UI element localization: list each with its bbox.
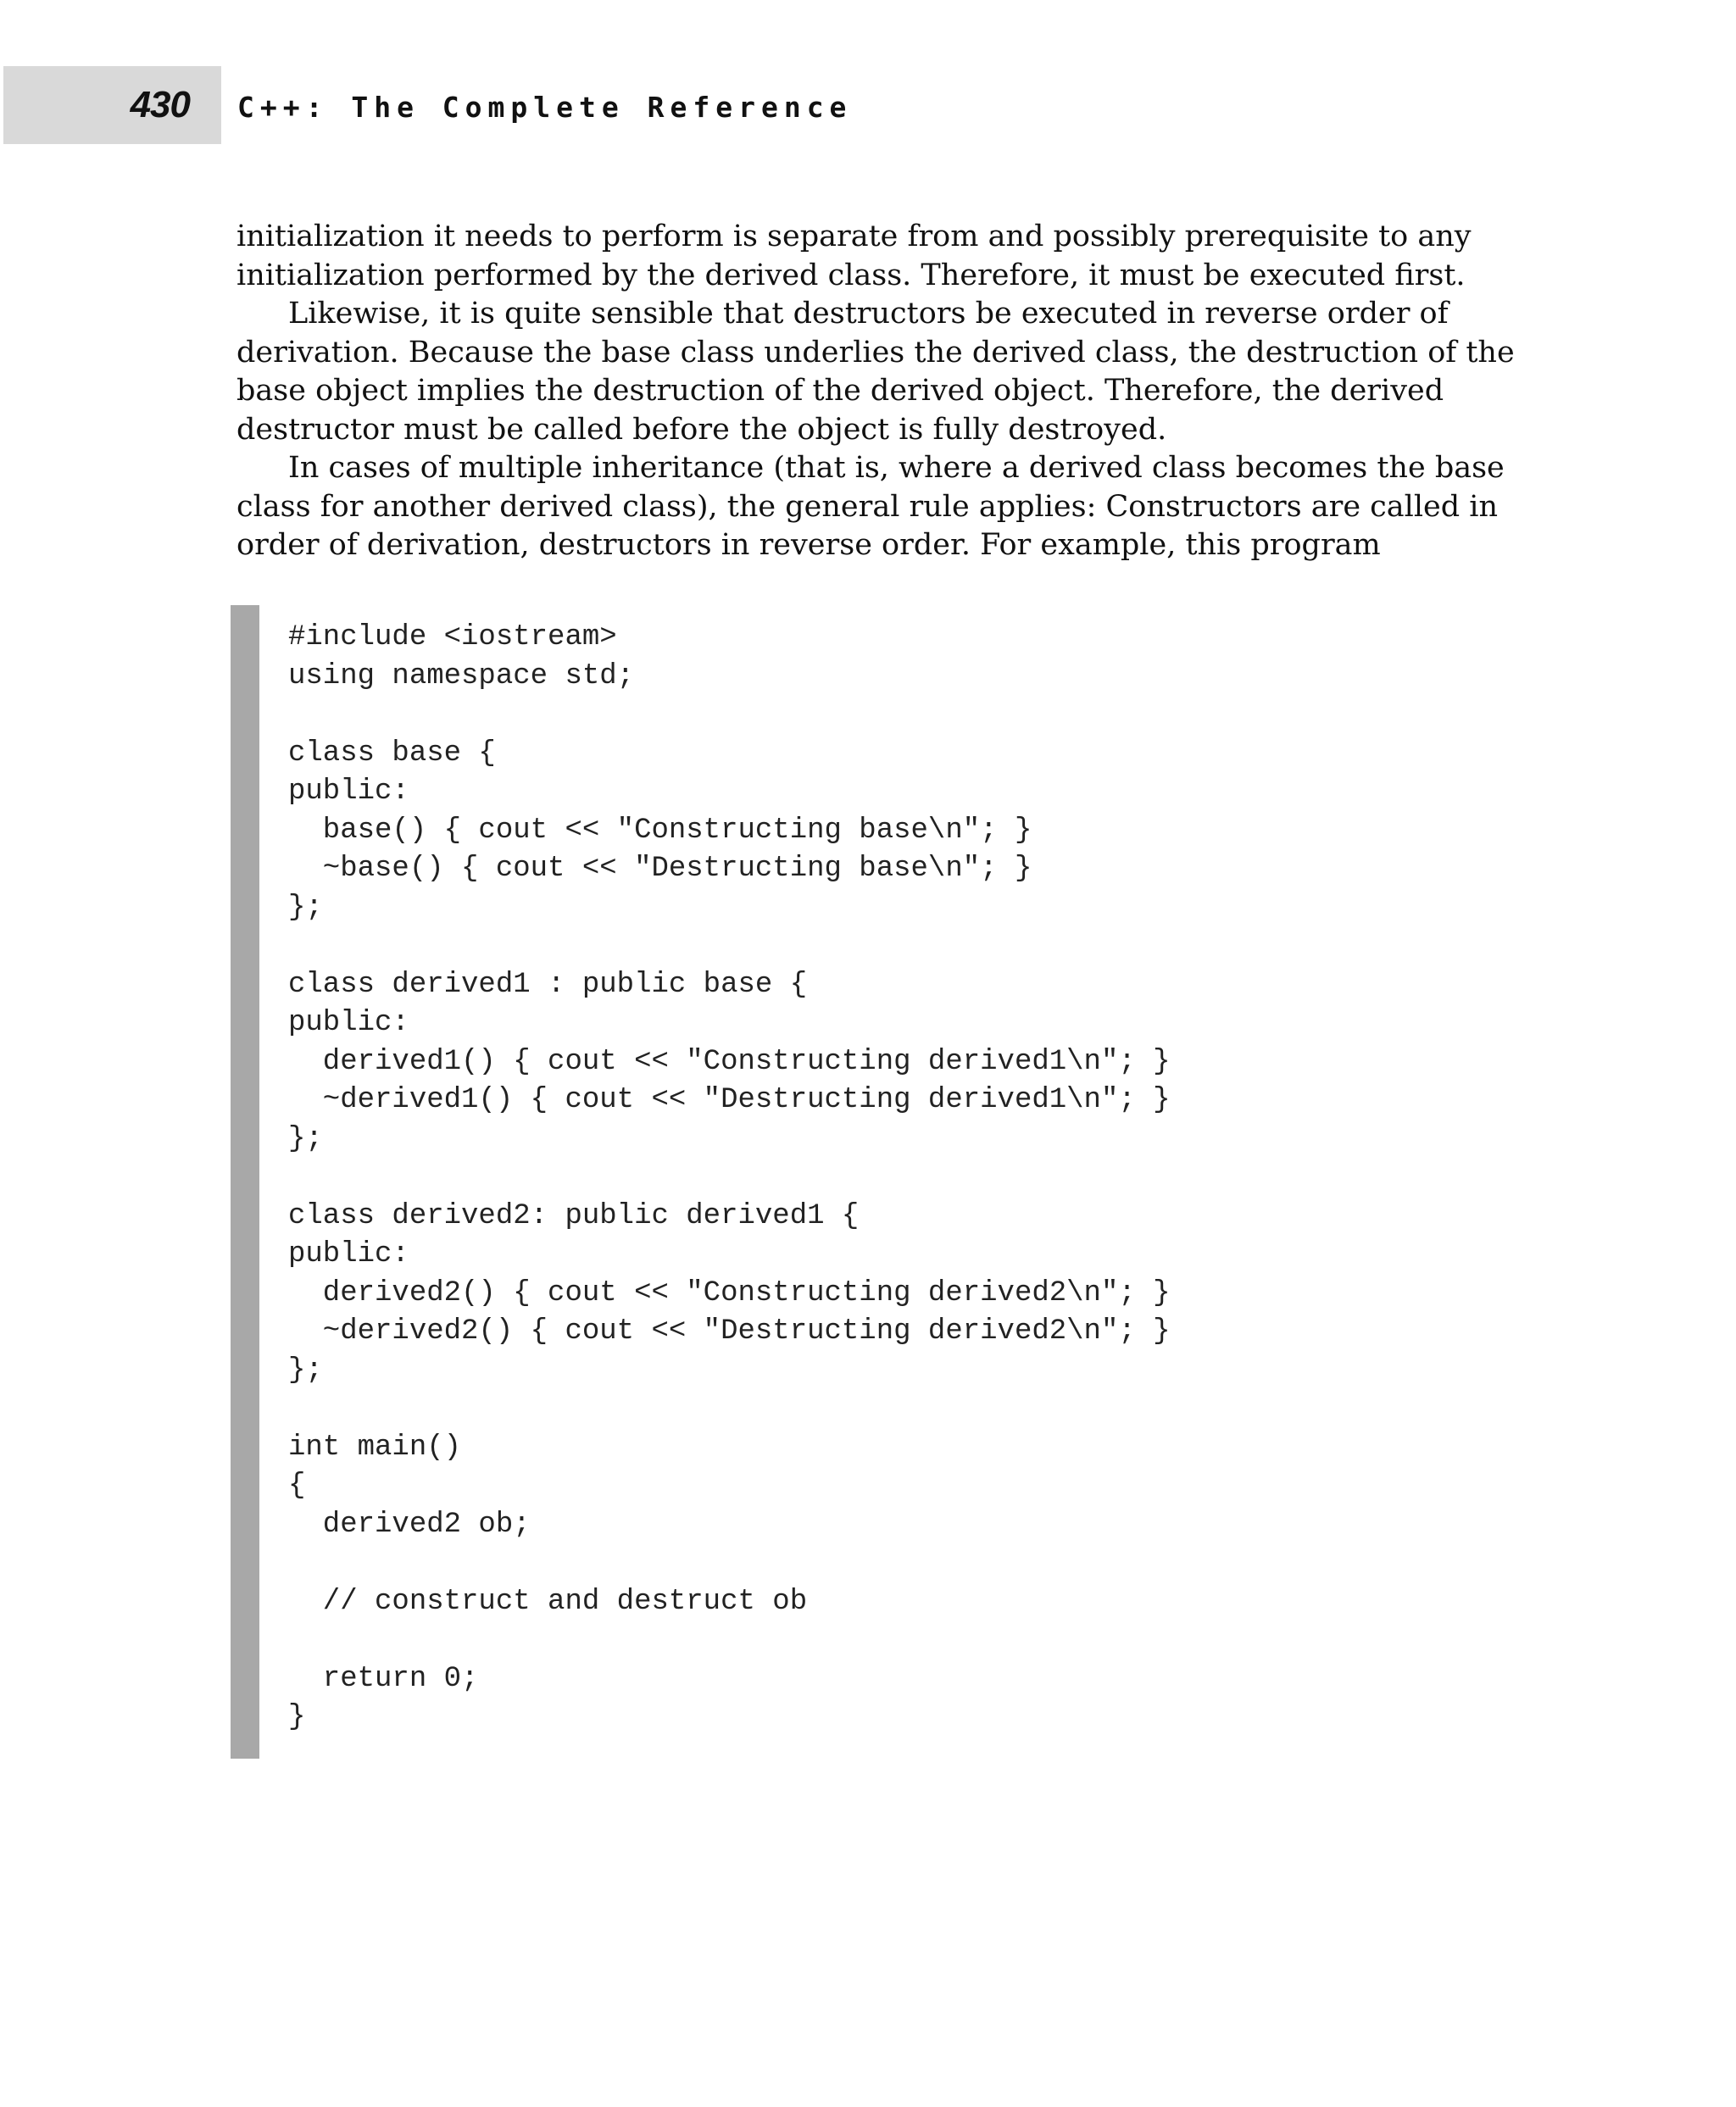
code-line: class base { — [288, 737, 496, 770]
code-line — [288, 1544, 1171, 1583]
code-line — [288, 927, 1171, 966]
code-line — [288, 1390, 1171, 1429]
code-line: }; — [288, 891, 323, 924]
code-listing — [288, 619, 1171, 1737]
code-line: ~derived1() { cout << "Destructing derived1\n"; } — [288, 1084, 1171, 1116]
code-line: }; — [288, 1354, 323, 1387]
body-line: initialization performed by the derived class. Therefore, it must be executed first. — [236, 258, 1466, 292]
code-line: int main() — [288, 1431, 462, 1464]
page-number: 430 — [130, 84, 190, 125]
code-line — [288, 696, 1171, 735]
code-line — [288, 1159, 1171, 1198]
code-line: using namespace std; — [288, 659, 635, 692]
code-line: base() { cout << "Constructing base\n"; } — [288, 814, 1032, 847]
code-line: } — [288, 1701, 306, 1733]
code-line: ~derived2() { cout << "Destructing derived2\n"; } — [288, 1315, 1171, 1348]
body-paragraphs — [236, 218, 1515, 565]
code-line — [288, 1621, 1171, 1660]
code-listing-bar — [231, 605, 259, 1759]
code-line: }; — [288, 1122, 323, 1155]
page-number-tab — [3, 66, 221, 144]
code-line: derived2 ob; — [288, 1508, 531, 1541]
body-line: initialization it needs to perform is separate from and possibly prerequisite to any — [236, 220, 1472, 253]
code-line: { — [288, 1470, 306, 1502]
code-line: return 0; — [288, 1662, 479, 1695]
body-line: destructor must be called before the object is fully destroyed. — [236, 412, 1167, 447]
body-line: In cases of multiple inheritance (that is, where a derived class becomes the base — [288, 451, 1505, 485]
body-line: base object implies the destruction of the derived object. Therefore, the derived — [236, 374, 1444, 408]
code-line: // construct and destruct ob — [288, 1585, 808, 1618]
code-line: #include <iostream> — [288, 621, 617, 653]
body-line: derivation. Because the base class underlies the derived class, the destruction of the — [236, 335, 1515, 370]
code-line: public: — [288, 776, 409, 808]
body-line: order of derivation, destructors in reverse order. For example, this program — [236, 528, 1381, 562]
code-line: public: — [288, 1238, 409, 1270]
body-line: Likewise, it is quite sensible that destructors be executed in reverse order of — [288, 297, 1449, 331]
code-line: derived1() { cout << "Constructing derived1\n"; } — [288, 1045, 1171, 1078]
code-line: public: — [288, 1007, 409, 1039]
code-line: derived2() { cout << "Constructing derived2\n"; } — [288, 1276, 1171, 1309]
running-title: C++: The Complete Reference — [237, 91, 853, 124]
code-line: class derived2: public derived1 { — [288, 1199, 860, 1232]
code-line: ~base() { cout << "Destructing base\n"; } — [288, 853, 1032, 885]
body-line: class for another derived class), the general rule applies: Constructors are called in — [236, 489, 1499, 524]
code-line: class derived1 : public base { — [288, 968, 808, 1001]
